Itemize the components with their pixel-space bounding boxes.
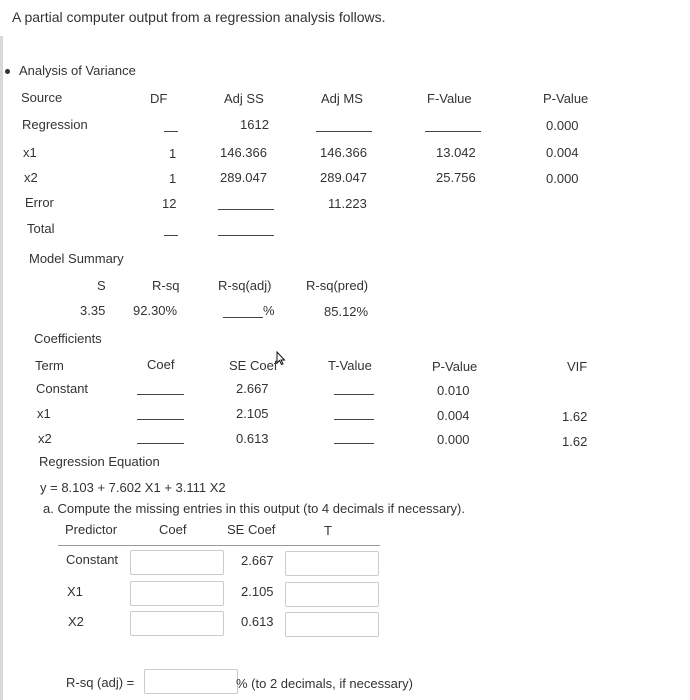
anova-p-value-cell: 0.000 [546, 118, 579, 133]
anova-f-value-cell: 13.042 [436, 145, 476, 160]
anova-adj-ss-cell: 1612 [240, 117, 269, 132]
coef-vif-cell: 1.62 [562, 434, 588, 449]
part-a-header-coef: Coef [159, 522, 187, 537]
rsq-adj-label: R-sq (adj) = [66, 675, 135, 690]
part-a-predictor-cell: X2 [68, 614, 84, 629]
anova-adj-ss-blank [218, 209, 274, 210]
anova-header-p-value: P-Value [543, 91, 589, 106]
coef-coef-blank [137, 419, 184, 420]
coef-header-t-value: T-Value [328, 358, 372, 373]
anova-adj-ms-blank [316, 131, 372, 132]
coef-header-vif: VIF [567, 359, 588, 374]
model-summary-header-r-sq: R-sq [152, 278, 180, 293]
anova-header-source: Source [21, 90, 63, 105]
mouse-cursor-icon [273, 351, 287, 365]
left-margin-bar [0, 36, 3, 700]
part-a-t-input[interactable] [285, 582, 379, 607]
coef-header-p-value: P-Value [432, 359, 478, 374]
part-a-prompt: a. Compute the missing entries in this output (to 4 decimals if necessary). [43, 501, 465, 516]
part-a-header-predictor: Predictor [65, 522, 118, 537]
part-a-t-input[interactable] [285, 551, 379, 576]
model-summary-s-value: 3.35 [80, 303, 106, 318]
coef-coef-blank [137, 443, 184, 444]
coef-term-cell: Constant [36, 381, 89, 396]
rsq-adj-suffix: % (to 2 decimals, if necessary) [236, 676, 414, 691]
model-summary-title: Model Summary [29, 251, 124, 266]
coef-t-value-blank [334, 443, 374, 444]
coef-se-coef-cell: 2.667 [236, 381, 269, 396]
anova-adj-ss-cell: 146.366 [220, 145, 267, 160]
part-a-coef-input[interactable] [130, 581, 224, 606]
anova-title: Analysis of Variance [19, 63, 136, 78]
question-intro: A partial computer output from a regression analysis follows. [12, 9, 386, 25]
coef-p-value-cell: 0.000 [437, 432, 470, 447]
anova-adj-ss-cell: 289.047 [220, 170, 267, 185]
anova-p-value-cell: 0.000 [546, 171, 579, 186]
coef-vif-cell: 1.62 [562, 409, 588, 424]
model-summary-r-sq-adj-percent: % [263, 303, 275, 318]
anova-p-value-cell: 0.004 [546, 145, 579, 160]
model-summary-r-sq-adj-blank [223, 317, 263, 318]
anova-df-cell: 1 [169, 171, 177, 186]
part-a-t-input[interactable] [285, 612, 379, 637]
coef-coef-blank [137, 394, 184, 395]
model-summary-header-r-sq-adj: R-sq(adj) [218, 278, 272, 293]
anova-adj-ss-blank [218, 235, 274, 236]
bullet-icon [5, 69, 10, 74]
anova-df-blank [164, 131, 178, 132]
anova-source-cell: x2 [24, 170, 38, 185]
anova-df-blank [164, 235, 178, 236]
coef-t-value-blank [334, 419, 374, 420]
anova-adj-ms-cell: 289.047 [320, 170, 367, 185]
anova-adj-ms-cell: 146.366 [320, 145, 367, 160]
part-a-predictor-cell: Constant [66, 552, 119, 567]
coef-header-se-coef: SE Coef [229, 358, 278, 373]
anova-adj-ms-cell: 11.223 [328, 196, 367, 211]
part-a-se-coef-cell: 0.613 [241, 614, 274, 629]
anova-source-cell: Total [27, 221, 55, 236]
anova-df-cell: 12 [162, 196, 177, 211]
regression-equation: y = 8.103 + 7.602 X1 + 3.111 X2 [40, 480, 226, 495]
coef-p-value-cell: 0.004 [437, 408, 470, 423]
part-a-coef-input[interactable] [130, 550, 224, 575]
anova-f-value-blank [425, 131, 481, 132]
anova-f-value-cell: 25.756 [436, 170, 476, 185]
anova-header-f-value: F-Value [427, 91, 472, 106]
part-a-se-coef-cell: 2.105 [241, 584, 274, 599]
coef-header-coef: Coef [147, 357, 175, 372]
anova-header-adj-ss: Adj SS [224, 91, 264, 106]
coef-p-value-cell: 0.010 [437, 383, 470, 398]
part-a-predictor-cell: X1 [67, 584, 83, 599]
coef-term-cell: x1 [37, 406, 51, 421]
regression-equation-title: Regression Equation [39, 454, 160, 469]
anova-header-adj-ms: Adj MS [321, 91, 363, 106]
coef-se-coef-cell: 2.105 [236, 406, 269, 421]
model-summary-header-s: S [97, 278, 106, 293]
anova-source-cell: Error [25, 195, 54, 210]
coef-header-term: Term [35, 358, 64, 373]
model-summary-r-sq-pred-value: 85.12% [324, 304, 369, 319]
coef-term-cell: x2 [38, 431, 52, 446]
coef-se-coef-cell: 0.613 [236, 431, 269, 446]
anova-source-cell: Regression [22, 117, 88, 132]
model-summary-r-sq-value: 92.30% [133, 303, 178, 318]
anova-source-cell: x1 [23, 145, 37, 160]
part-a-header-t: T [324, 523, 332, 538]
part-a-coef-input[interactable] [130, 611, 224, 636]
coef-t-value-blank [334, 394, 374, 395]
part-a-header-se-coef: SE Coef [227, 522, 276, 537]
coefficients-title: Coefficients [34, 331, 102, 346]
model-summary-header-r-sq-pred: R-sq(pred) [306, 278, 369, 293]
part-a-header-rule [58, 545, 380, 546]
part-a-se-coef-cell: 2.667 [241, 553, 274, 568]
anova-df-cell: 1 [169, 146, 177, 161]
anova-header-df: DF [150, 91, 168, 106]
rsq-adj-input[interactable] [144, 669, 238, 694]
